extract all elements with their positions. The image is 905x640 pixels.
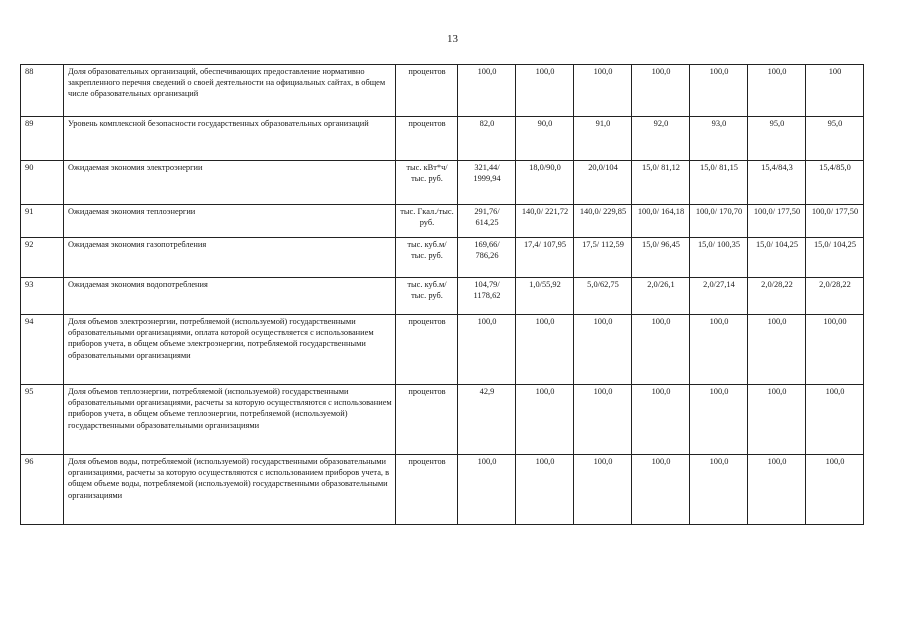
- row-number-cell: 91: [21, 205, 64, 238]
- value-cell: 15,0/ 104,25: [748, 238, 806, 278]
- value-cell: 100,0: [748, 65, 806, 117]
- value-cell: 100,0: [690, 385, 748, 455]
- value-cell: 100,0: [748, 385, 806, 455]
- row-number-cell: 96: [21, 455, 64, 525]
- indicator-name-cell: Ожидаемая экономия водопотребления: [64, 278, 396, 315]
- value-cell: 100,0: [632, 65, 690, 117]
- indicator-name-cell: Доля объемов воды, потребляемой (используемой) государственными образовательными организациями, расчеты за которую осуществляются с использованием приборов учета, в общем объеме воды, потребляемой (используемой) государственными образовательными организациями: [64, 455, 396, 525]
- value-cell: 100,0: [458, 65, 516, 117]
- unit-cell: процентов: [396, 385, 458, 455]
- value-cell: 100,0/ 164,18: [632, 205, 690, 238]
- value-cell: 100,0: [690, 455, 748, 525]
- value-cell: 100,0: [458, 315, 516, 385]
- table-row: [21, 65, 864, 117]
- value-cell: 100,0: [574, 385, 632, 455]
- value-cell: 15,4/84,3: [748, 161, 806, 205]
- value-cell: 100,0: [748, 315, 806, 385]
- value-cell: 2,0/26,1: [632, 278, 690, 315]
- value-cell: 5,0/62,75: [574, 278, 632, 315]
- value-cell: 100,0: [748, 455, 806, 525]
- value-cell: 100,0: [458, 455, 516, 525]
- value-cell: 100,0: [574, 315, 632, 385]
- value-cell: 100,0/ 170,70: [690, 205, 748, 238]
- indicators-table: [20, 64, 864, 525]
- value-cell: 100,0: [690, 65, 748, 117]
- value-cell: 15,0/ 100,35: [690, 238, 748, 278]
- value-cell: 100,0: [632, 385, 690, 455]
- table-row: [21, 161, 864, 205]
- value-cell: 140,0/ 229,85: [574, 205, 632, 238]
- indicator-name-cell: Ожидаемая экономия электроэнергии: [64, 161, 396, 205]
- table-row: [21, 238, 864, 278]
- unit-cell: тыс. куб.м/тыс. руб.: [396, 278, 458, 315]
- indicator-name-cell: Доля объемов электроэнергии, потребляемой (используемой) государственными образовательными организациями, оплата которой осуществляется с использованием приборов учета, в общем объеме электроэнергии, потребляемой государственными образовательными организациями: [64, 315, 396, 385]
- value-cell: 15,0/ 81,12: [632, 161, 690, 205]
- value-cell: 100,0: [516, 385, 574, 455]
- row-number-cell: 94: [21, 315, 64, 385]
- value-cell: 100,0: [632, 455, 690, 525]
- indicator-name-cell: Доля объемов теплоэнергии, потребляемой (используемой) государственными образовательными организациями, расчеты за которую осуществляются с использованием приборов учета, в общем объеме теплоэнергии, потребляемой (используемой) государственными образовательными организациями: [64, 385, 396, 455]
- table-row: [21, 278, 864, 315]
- value-cell: 100: [806, 65, 864, 117]
- value-cell: 15,4/85,0: [806, 161, 864, 205]
- value-cell: 100,0: [806, 455, 864, 525]
- unit-cell: тыс. куб.м/тыс. руб.: [396, 238, 458, 278]
- value-cell: 42,9: [458, 385, 516, 455]
- value-cell: 100,0: [516, 315, 574, 385]
- value-cell: 100,0: [574, 65, 632, 117]
- value-cell: 100,0: [690, 315, 748, 385]
- value-cell: 100,0: [632, 315, 690, 385]
- value-cell: 2,0/27,14: [690, 278, 748, 315]
- table-row: [21, 385, 864, 455]
- value-cell: 100,0/ 177,50: [806, 205, 864, 238]
- value-cell: 1,0/55,92: [516, 278, 574, 315]
- table-row: [21, 455, 864, 525]
- value-cell: 2,0/28,22: [806, 278, 864, 315]
- value-cell: 169,66/ 786,26: [458, 238, 516, 278]
- value-cell: 321,44/ 1999,94: [458, 161, 516, 205]
- value-cell: 95,0: [748, 117, 806, 161]
- value-cell: 91,0: [574, 117, 632, 161]
- value-cell: 100,0/ 177,50: [748, 205, 806, 238]
- unit-cell: процентов: [396, 455, 458, 525]
- value-cell: 100,0: [516, 455, 574, 525]
- unit-cell: процентов: [396, 65, 458, 117]
- value-cell: 2,0/28,22: [748, 278, 806, 315]
- value-cell: 104,79/ 1178,62: [458, 278, 516, 315]
- value-cell: 95,0: [806, 117, 864, 161]
- row-number-cell: 89: [21, 117, 64, 161]
- unit-cell: процентов: [396, 117, 458, 161]
- value-cell: 17,5/ 112,59: [574, 238, 632, 278]
- table-row: [21, 205, 864, 238]
- unit-cell: тыс. кВт*ч/тыс. руб.: [396, 161, 458, 205]
- value-cell: 82,0: [458, 117, 516, 161]
- row-number-cell: 92: [21, 238, 64, 278]
- value-cell: 140,0/ 221,72: [516, 205, 574, 238]
- value-cell: 15,0/ 96,45: [632, 238, 690, 278]
- value-cell: 100,00: [806, 315, 864, 385]
- unit-cell: процентов: [396, 315, 458, 385]
- table-row: [21, 315, 864, 385]
- row-number-cell: 90: [21, 161, 64, 205]
- value-cell: 90,0: [516, 117, 574, 161]
- value-cell: 18,0/90,0: [516, 161, 574, 205]
- value-cell: 100,0: [806, 385, 864, 455]
- table-row: [21, 117, 864, 161]
- row-number-cell: 95: [21, 385, 64, 455]
- value-cell: 291,76/ 614,25: [458, 205, 516, 238]
- value-cell: 100,0: [516, 65, 574, 117]
- value-cell: 100,0: [574, 455, 632, 525]
- value-cell: 17,4/ 107,95: [516, 238, 574, 278]
- indicator-name-cell: Доля образовательных организаций, обеспечивающих предоставление нормативно закрепленного перечня сведений о своей деятельности на официальных сайтах, в общем числе образовательных организаций: [64, 65, 396, 117]
- value-cell: 20,0/104: [574, 161, 632, 205]
- value-cell: 93,0: [690, 117, 748, 161]
- row-number-cell: 88: [21, 65, 64, 117]
- indicator-name-cell: Уровень комплексной безопасности государственных образовательных организаций: [64, 117, 396, 161]
- indicator-name-cell: Ожидаемая экономия теплоэнергии: [64, 205, 396, 238]
- unit-cell: тыс. Гкал./тыс. руб.: [396, 205, 458, 238]
- indicator-name-cell: Ожидаемая экономия газопотребления: [64, 238, 396, 278]
- value-cell: 15,0/ 81,15: [690, 161, 748, 205]
- value-cell: 92,0: [632, 117, 690, 161]
- row-number-cell: 93: [21, 278, 64, 315]
- page-number: 13: [447, 33, 458, 45]
- value-cell: 15,0/ 104,25: [806, 238, 864, 278]
